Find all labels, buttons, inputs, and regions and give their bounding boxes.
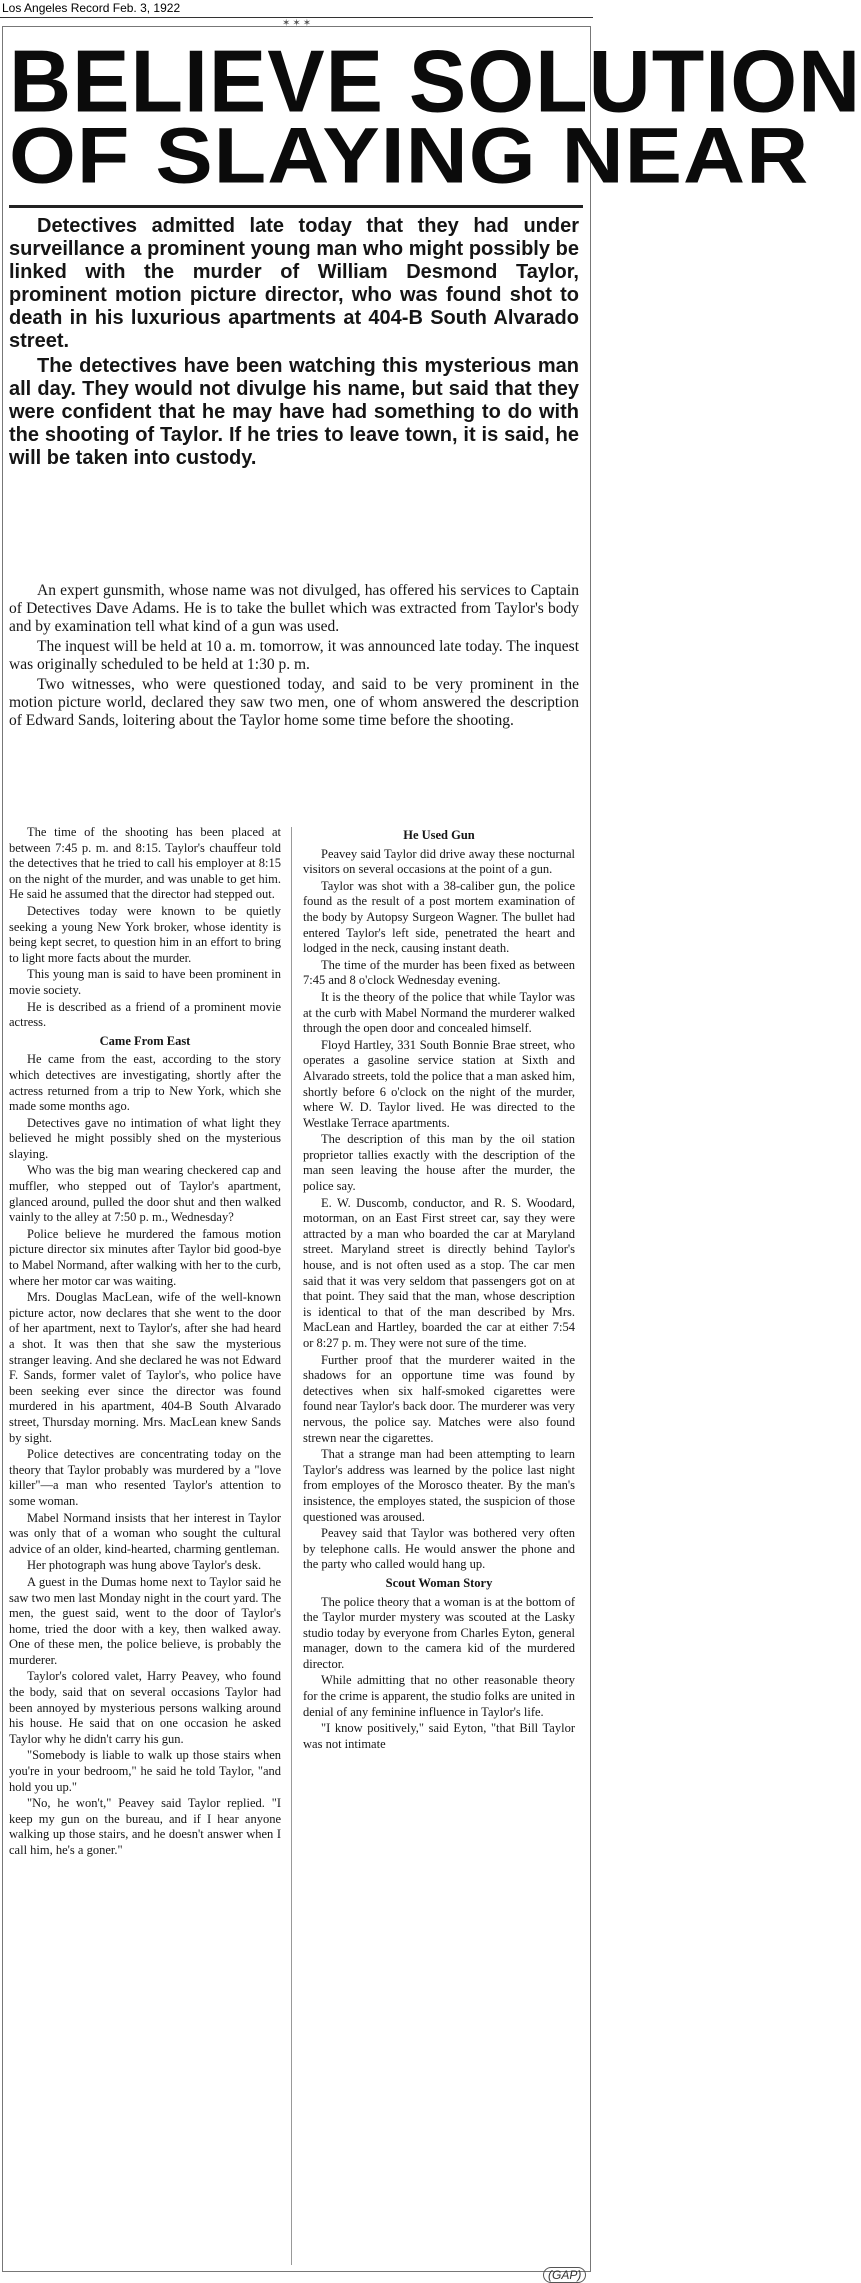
body-paragraphs [9,582,579,732]
column-paragraph: Taylor's colored valet, Harry Peavey, who found the body, said that on several occasions Taylor had been annoyed by mysterious persons walking around his house. He said that on one occasion he asked Taylor why he didn't carry his gun. [9,1669,281,1746]
column-paragraph: Further proof that the murderer waited in the shadows for an opportune time was found by detectives when six half-smoked cigarettes were found near Taylor's back door. The murderer was very nervous, the police say. Matches were also found strewn near the cigarettes. [303,1352,575,1445]
right-column [303,825,575,1995]
subhead-scout-woman-story: Scout Woman Story [385,1575,493,1590]
body-paragraph: The inquest will be held at 10 a. m. tomorrow, it was announced late today. The inquest was originally scheduled to be held at 1:30 p. m. [9,638,579,673]
left-column [9,825,281,2267]
column-paragraph: Detectives today were known to be quietly seeking a young New York broker, whose identity is being kept secret, to question him in an effort to bring to light more facts about the murder. [9,903,281,965]
column-paragraph: He is described as a friend of a prominent movie actress. [9,999,281,1030]
newspaper-clipping [2,26,861,2282]
column-paragraph: Taylor was shot with a 38-caliber gun, the police found as the result of a post mortem examination of the body by Autopsy Surgeon Wagner. The bullet had entered Taylor's left side, penetrated the heart and lodged in the neck, causing instant death. [303,878,575,956]
body-paragraph: Two witnesses, who were questioned today, and said to be very prominent in the motion picture world, declared they saw two men, one of whom answered the description of Edward Sands, loitering about the Taylor home some time before the shooting. [9,676,579,729]
column-paragraph: Detectives gave no intimation of what light they believed he might possibly shed on the mysterious slaying. [9,1115,281,1161]
initials-stamp: (GAP) [543,2267,586,2283]
headline-rule [9,205,583,208]
column-paragraph: The time of the murder has been fixed as between 7:45 and 8 o'clock Wednesday evening. [303,957,575,988]
lead-paragraph: The detectives have been watching this mysterious man all day. They would not divulge his name, but said that they were confident that he may have had something to do with the shooting of Taylor. If he tries to leave town, it is said, he will be taken into custody. [9,355,579,469]
column-paragraph: "Somebody is liable to walk up those stairs when you're in your bedroom," he said he told Taylor, "and hold you up." [9,1748,281,1794]
column-paragraph: Mrs. Douglas MacLean, wife of the well-known picture actor, now declares that she went to the door of her apartment, next to Taylor's, after she had heard a shot. It was then that she saw the mysterious stranger leaving. And she declared he was not Edward F. Sands, former valet of Taylor's, who police have been seeking ever since the director was found murdered in his apartment, 404-B South Alvarado street, Thursday morning. Mrs. MacLean knew Sands by sight. [9,1290,281,1445]
subhead-came-from-east: Came From East [99,1033,191,1048]
column-paragraph: This young man is said to have been prominent in movie society. [9,967,281,997]
subhead-he-used-gun: He Used Gun [403,828,475,842]
headline-line-2: OF SLAYING NEAR [9,111,810,200]
column-paragraph: Peavey said Taylor did drive away these nocturnal visitors on several occasions at the point of a gun. [303,846,575,877]
column-paragraph: While admitting that no other reasonable theory for the crime is apparent, the studio folks are united in denial of any feminine influence in Taylor's life. [303,1673,575,1719]
column-paragraph: A guest in the Dumas home next to Taylor said he saw two men last Monday night in the court yard. The men, the guest said, went to the door of Taylor's home, tried the door with a key, then walked away. One of these men, the police believe, is probably the murderer. [9,1574,281,1667]
source-line: Los Angeles Record Feb. 3, 1922 [2,1,181,15]
column-paragraph: Floyd Hartley, 331 South Bonnie Brae street, who operates a gasoline service station at Sixth and Alvarado streets, told the police that a man asked him, shortly before 6 o'clock on the night of the murder, where W. D. Taylor lived. He was directed to the Westlake Terrace apartments. [303,1037,575,1130]
column-divider [291,827,292,2265]
lead-paragraph: Detectives admitted late today that they had under surveillance a prominent young man who might possibly be linked with the murder of William Desmond Taylor, prominent motion picture director, who was found shot to death in his luxurious apartments at 404-B South Alvarado street. [9,215,579,352]
column-paragraph: Her photograph was hung above Taylor's desk. [27,1558,262,1573]
column-paragraph: Mabel Normand insists that her interest in Taylor was only that of a woman who sought the cultural advice of an older, kind-hearted, charming gentleman. [9,1510,281,1556]
lead-paragraphs [9,215,579,472]
column-paragraph: Peavey said that Taylor was bothered very often by telephone calls. He would answer the phone and the party who called would hang up. [303,1526,575,1572]
ornament: ✶✶✶ [282,18,314,29]
column-paragraph: The time of the shooting has been placed at between 7:45 p. m. and 8:15. Taylor's chauffeur told the detectives that he tried to call his employer at 8:15 on the night of the murder, and was unable to get him. He said he assumed that the director had stepped out. [9,825,281,902]
column-paragraph: He came from the east, according to the story which detectives are investigating, shortly after the actress returned from a trip to New York, which she made some months ago. [9,1052,281,1114]
column-paragraph: The police theory that a woman is at the bottom of the Taylor murder mystery was scouted at the Lasky studio today by everyone from Charles Eyton, general manager, down to the camera kid of the murdered director. [303,1594,575,1671]
column-paragraph: The description of this man by the oil station proprietor tallies exactly with the description of the man seen leaving the house after the murder, the police say. [303,1132,575,1194]
column-paragraph: Police believe he murdered the famous motion picture director six minutes after Taylor bid good-bye to Mabel Normand, after walking with her to the curb, where her motor car was waiting. [9,1226,281,1288]
column-paragraph: Police detectives are concentrating today on the theory that Taylor probably was murdered by a "love killer"—a man who resented Taylor's attention to some woman. [9,1447,281,1508]
body-paragraph: An expert gunsmith, whose name was not divulged, has offered his services to Captain of Detectives Dave Adams. He is to take the bullet which was extracted from Taylor's body and by examination tell what kind of a gun was used. [9,582,579,635]
column-paragraph: It is the theory of the police that while Taylor was at the curb with Mabel Normand the murderer walked through the open door and concealed himself. [303,989,575,1036]
column-paragraph: That a strange man had been attempting to learn Taylor's address was learned by the police last night from employes of the Morosco theater. By the man's insistence, the employes stated, the suspicion of those questioned was aroused. [303,1447,575,1524]
headline-line-1: BELIEVE SOLUTION [9,32,861,131]
column-paragraph: E. W. Duscomb, conductor, and R. S. Woodard, motorman, on an East First street car, say they were attracted by a man who boarded the car at Maryland street. Maryland street is directly behind Taylor's house, and is not often used as a stop. The car men said that it was very seldom that passengers got on at that point. They said that the man, whose description is identical to that of the man described by Mrs. MacLean and Hartley, boarded the car at either 7:54 or 8:27 p. m. They were not sure of the time. [303,1195,575,1350]
column-paragraph: "No, he won't," Peavey said Taylor replied. "I keep my gun on the bureau, and if I hear anyone walking up those stairs, and he doesn't answer when I call him, he's a goner." [9,1796,281,1857]
column-paragraph: Who was the big man wearing checkered cap and muffler, who stepped out of Taylor's apartment, glanced around, pulled the door shut and then walked vainly to the alley at 7:50 p. m., Wednesday? [9,1163,281,1225]
column-paragraph: "I know positively," said Eyton, "that Bill Taylor was not intimate [303,1721,575,1751]
